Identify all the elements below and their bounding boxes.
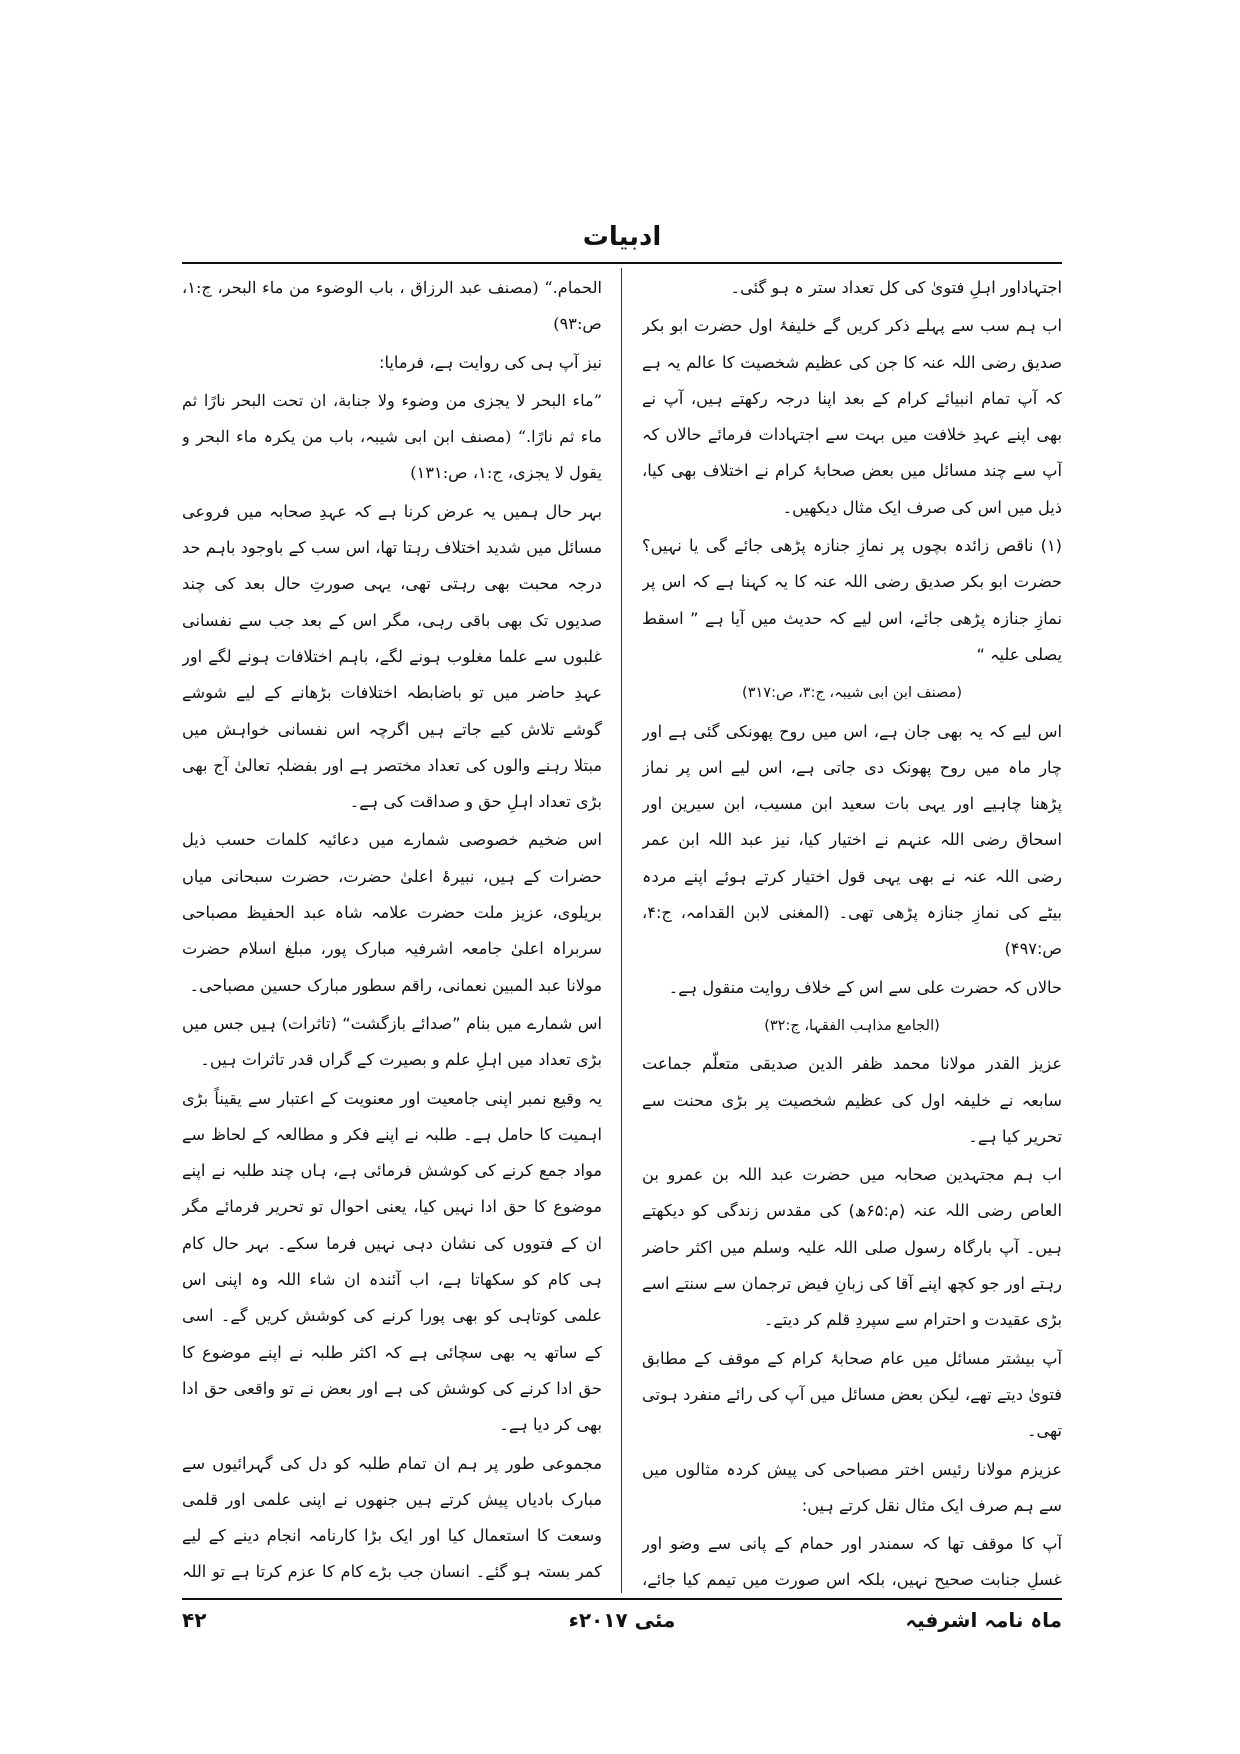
paragraph: (الجامع مذاہب الفقہا، ج:۳۲) bbox=[764, 1017, 940, 1034]
paragraph: مجموعی طور پر ہم ان تمام طلبہ کو دل کی گہرائیوں سے مبارک بادیاں پیش کرتے ہیں جنھوں نے اپنی علمی اور قلمی وسعت کا استعمال کیا اور ایک بڑا کارنامہ انجام دینے کے لیے کمر بستہ ہو گئے۔ انسان جب بڑے کام کا عزم کرتا ہے تو اللہ bbox=[182, 1453, 602, 1582]
footer-page-number: ۴۲ bbox=[182, 1608, 207, 1632]
right-text-column bbox=[642, 270, 1062, 1590]
page-header-title: ادبیات bbox=[582, 222, 662, 252]
paragraph: اس شمارے میں بنام ”صدائے بازگشت“ (تاثرات) ہیں جس میں بڑی تعداد میں اہلِ علم و بصیرت کے گراں قدر تاثرات ہیں۔ bbox=[182, 1013, 602, 1070]
page-footer bbox=[182, 1608, 1062, 1648]
paragraph: یہ وقیع نمبر اپنی جامعیت اور معنویت کے اعتبار سے یقیناً بڑی اہمیت کا حامل ہے۔ طلبہ نے اپنے فکر و مطالعہ کے لحاظ سے مواد جمع کرنے کی کوشش فرمائی ہے، ہاں چند طلبہ نے اپنے موضوع کا حق ادا نہیں کیا، یعنی احوال تو تحریر فرمائے مگر ان کے فتووں کی نشان دہی نہیں فرما سکے۔ بہر حال کام ہی کام کو سکھاتا ہے، اب آئندہ ان شاء اللہ وہ اپنی اس علمی کوتاہی کو بھی پورا کرنے کی کوشش کریں گے۔ اسی کے ساتھ یہ بھی سچائی ہے کہ اکثر طلبہ نے اپنے موضوع کا حق ادا کرنے کی کوشش کی ہے اور بعض نے تو واقعی حق ادا بھی کر دیا ہے۔ bbox=[182, 1088, 602, 1435]
paragraph: ”ماء البحر لا یجزی من وضوء ولا جنابة، ان تحت البحر نارًا ثم ماء ثم نارًا.“ (مصنف ابن ابی شیبہ، باب من یکرہ ماء البحر و یقول لا یجزی، ج:۱، ص:۱۳۱) bbox=[182, 390, 602, 483]
left-text-column bbox=[182, 270, 602, 1590]
footer-magazine-name: ماہ نامہ اشرفیہ bbox=[905, 1608, 1062, 1632]
paragraph: (۱) ناقص زائدہ بچوں پر نمازِ جنازہ پڑھی جائے گی یا نہیں؟ حضرت ابو بکر صدیق رضی اللہ عنہ کا یہ کہنا ہے کہ اس پر نمازِ جنازہ پڑھی جائے، اس لیے کہ حدیث میں آیا ہے ” اسقط یصلی علیہ “ bbox=[642, 536, 1062, 664]
paragraph: بہر حال ہمیں یہ عرض کرنا ہے کہ عہدِ صحابہ میں فروعی مسائل میں شدید اختلاف رہتا تھا، اس سب کے باوجود باہم حد درجہ محبت بھی رہتی تھی، یہی صورتِ حال بعد کی چند صدیوں تک بھی باقی رہی، مگر اس کے بعد جب سے نفسانی غلبوں سے علما مغلوب ہونے لگے، باہم اختلافات ہونے لگے اور عہدِ حاضر میں تو باضابطہ اختلافات بڑھانے کے لیے شوشے گوشے تلاش کیے جاتے ہیں اگرچہ اس نفسانی خواہش میں مبتلا رہنے والوں کی تعداد مختصر ہے اور بفضلہٖ تعالیٰ آج بھی بڑی تعداد اہلِ حق و صداقت کی ہے۔ bbox=[182, 501, 602, 812]
paragraph: آپ کا موقف تھا کہ سمندر اور حمام کے پانی سے وضو اور غسلِ جنابت صحیح نہیں، بلکہ اس صورت میں تیمم کیا جائے، bbox=[642, 1534, 1062, 1590]
paragraph: اس لیے کہ یہ بھی جان ہے، اس میں روح پھونکی گئی ہے اور چار ماہ میں روح پھونک دی جاتی ہے، اس لیے اس پر نماز پڑھنا چاہیے اور یہی بات سعید ابن مسیب، ابن سیرین اور اسحاق رضی اللہ عنہم نے اختیار کیا، نیز عبد اللہ ابن عمر رضی اللہ عنہ نے بھی یہی قول اختیار کرتے ہوئے اپنے مردہ بیٹے کی نمازِ جنازہ پڑھی تھی۔ (المغنی لابن القدامہ، ج:۴، ص:۴۹۷) bbox=[642, 721, 1062, 959]
paragraph: اجتہاداور اہلِ فتویٰ کی کل تعداد ستر ہ ہو گئی۔ bbox=[730, 278, 1062, 297]
paragraph: نیز آپ ہی کی روایت ہے، فرمایا: bbox=[379, 352, 602, 372]
column-divider bbox=[621, 268, 622, 1593]
header-rule bbox=[182, 262, 1062, 264]
footer-rule bbox=[182, 1598, 1062, 1600]
paragraph: آپ بیشتر مسائل میں عام صحابۂ کرام کے موقف کے مطابق فتویٰ دیتے تھے، لیکن بعض مسائل میں آپ کی رائے منفرد ہوتی تھی۔ bbox=[642, 1348, 1062, 1441]
paragraph: (مصنف ابن ابی شیبہ، ج:۳، ص:۳۱۷) bbox=[742, 685, 962, 702]
paragraph: عزیزم مولانا رئیس اختر مصباحی کی پیش کردہ مثالوں میں سے ہم صرف ایک مثال نقل کرتے ہیں: bbox=[642, 1459, 1062, 1515]
paragraph: الحمام.“ (مصنف عبد الرزاق ، باب الوضوء من ماء البحر، ج:۱، ص:۹۳) bbox=[182, 278, 602, 334]
paragraph: اس ضخیم خصوصی شمارے میں دعائیہ کلمات حسب ذیل حضرات کے ہیں، نبیرۂ اعلیٰ حضرت، حضرت سبحانی میاں بریلوی، عزیز ملت حضرت علامہ شاہ عبد الحفیظ مصباحی سربراہ اعلیٰ جامعہ اشرفیہ مبارک پور، مبلغ اسلام حضرت مولانا عبد المبین نعمانی، راقم سطور مبارک حسین مصباحی۔ bbox=[182, 830, 602, 995]
paragraph: اب ہم سب سے پہلے ذکر کریں گے خلیفۂ اول حضرت ابو بکر صدیق رضی اللہ عنہ کا جن کی عظیم شخصیت کا عالم یہ ہے کہ آپ تمام انبیائے کرام کے بعد اپنا درجہ رکھتے ہیں، آپ نے بھی اپنے عہدِ خلافت میں بہت سے اجتہادات فرمائے حالاں کہ آپ سے چند مسائل میں بعض صحابۂ کرام نے اختلاف بھی کیا، ذیل میں اس کی صرف ایک مثال دیکھیں۔ bbox=[642, 316, 1062, 517]
paragraph: اب ہم مجتہدین صحابہ میں حضرت عبد اللہ بن عمرو بن العاص رضی اللہ عنہ (م:۶۵ھ) کی مقدس زندگی کو دیکھتے ہیں۔ آپ بارگاہ رسول صلی اللہ علیہ وسلم میں اکثر حاضر رہتے اور جو کچھ اپنے آقا کی زبانِ فیض ترجمان سے سنتے اسے بڑی عقیدت و احترام سے سپردِ قلم کر دیتے۔ bbox=[642, 1165, 1062, 1330]
paragraph: عزیز القدر مولانا محمد ظفر الدین صدیقی متعلّم جماعت سابعہ نے خلیفہ اول کی عظیم شخصیت پر بڑی محنت سے تحریر کیا ہے۔ bbox=[642, 1054, 1062, 1146]
footer-issue-date: مئی ۲۰۱۷ء bbox=[568, 1608, 676, 1632]
paragraph: حالاں کہ حضرت علی سے اس کے خلاف روایت منقول ہے۔ bbox=[668, 977, 1062, 997]
